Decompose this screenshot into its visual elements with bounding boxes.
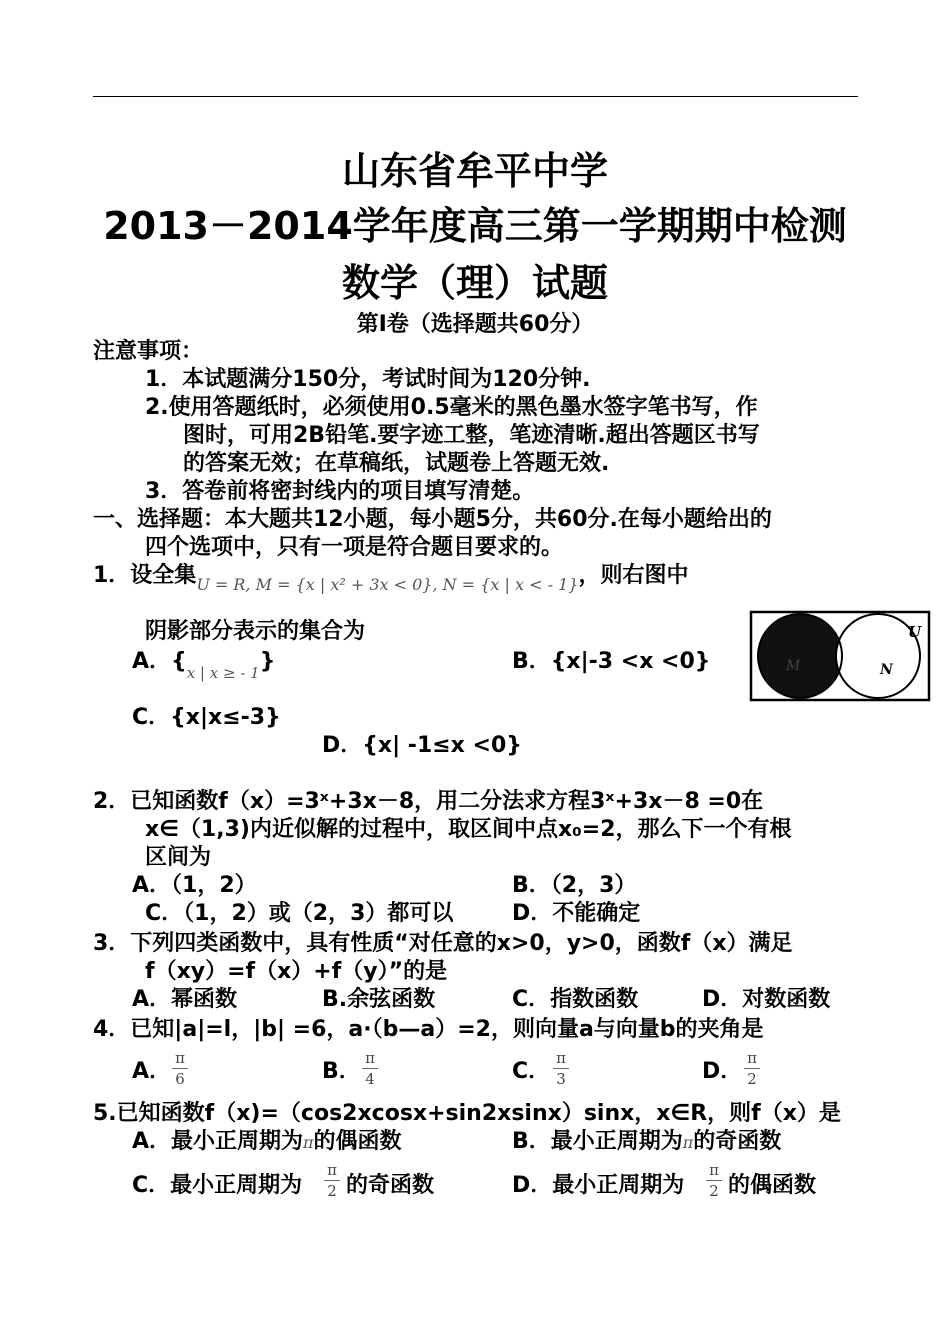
pi-symbol: π <box>747 1049 757 1067</box>
q5-option-d-fraction <box>706 1162 722 1199</box>
q1-suffix: ，则右图中 <box>578 563 689 588</box>
q4-option-b-fraction <box>362 1050 378 1087</box>
denominator: 3 <box>556 1070 566 1088</box>
school-title: 山东省牟平中学 <box>341 149 608 193</box>
pi-symbol: π <box>365 1049 375 1067</box>
q2-stem-line-3: 区间为 <box>145 845 212 870</box>
section-title: 第Ⅰ卷（选择题共60分） <box>356 312 594 337</box>
q1-formula: U = R, M = {x | x² + 3x < 0}, N = {x | x < - 1} <box>196 575 579 594</box>
q1-stem-line-2: 阴影部分表示的集合为 <box>145 619 366 644</box>
denominator: 6 <box>175 1070 185 1088</box>
q4-option-a-label: A． <box>132 1059 172 1084</box>
notice-item-2-line-3: 的答案无效；在草稿纸，试题卷上答题无效. <box>183 451 610 476</box>
q5-option-a <box>132 1128 402 1157</box>
q5-option-c-text: C．最小正周期为 <box>132 1173 303 1198</box>
q1-option-a <box>132 648 276 682</box>
q4-stem: 4．已知|a|=l，|b| =6，a·（b—a）=2，则向量a与向量b的夹角是 <box>93 1017 764 1042</box>
q4-option-d-fraction <box>744 1050 760 1087</box>
q5-option-b-text: B．最小正周期为 <box>512 1129 683 1154</box>
q1-option-a-close: } <box>259 649 276 674</box>
q5-option-a-text: A．最小正周期为 <box>132 1129 304 1154</box>
venn-label-m: M <box>786 658 801 674</box>
part1-instruction-line-2: 四个选项中，只有一项是符合题目要求的。 <box>145 535 564 560</box>
exam-title: 2013－2014学年度高三第一学期期中检测 <box>103 204 847 248</box>
header-rule <box>93 96 858 97</box>
q2-option-c: C．（1，2）或（2，3）都可以 <box>145 901 454 926</box>
q2-stem-line-1: 2．已知函数f（x）=3ˣ+3x－8，用二分法求方程3ˣ+3x－8 =0在 <box>93 789 764 814</box>
q3-option-c: C．指数函数 <box>512 987 639 1012</box>
q5-option-a-tail: 的偶函数 <box>313 1129 402 1154</box>
notice-item-2-line-1: 2.使用答题纸时，必须使用0.5毫米的黑色墨水签字笔书写，作 <box>145 395 758 420</box>
q1-stem <box>93 562 689 594</box>
pi-symbol: π <box>175 1049 185 1067</box>
venn-diagram <box>748 604 932 704</box>
q5-option-c-fraction <box>324 1162 340 1199</box>
q4-option-d-label: D． <box>702 1059 743 1084</box>
pi-symbol: π <box>327 1161 337 1179</box>
pi-symbol: π <box>682 1133 694 1152</box>
q5-option-b <box>512 1128 781 1157</box>
q3-stem-line-2: f（xy）=f（x）+f（y）”的是 <box>145 959 448 984</box>
venn-label-n: N <box>880 662 893 678</box>
q4-option-b-label: B． <box>322 1059 361 1084</box>
denominator: 2 <box>709 1182 719 1200</box>
q1-option-c: C．{x|x≤-3} <box>132 705 281 730</box>
notice-heading: 注意事项： <box>93 339 204 364</box>
q3-stem-line-1: 3．下列四类函数中，具有性质“对任意的x>0，y>0，函数f（x）满足 <box>93 931 793 956</box>
q1-option-d: D．{x| -1≤x <0} <box>322 733 522 758</box>
denominator: 4 <box>365 1070 375 1088</box>
q5-option-d-tail: 的偶函数 <box>728 1173 817 1198</box>
q4-option-a-fraction <box>172 1050 188 1087</box>
pi-symbol: π <box>556 1049 566 1067</box>
q5-option-b-tail: 的奇函数 <box>693 1129 782 1154</box>
q2-option-d: D．不能确定 <box>512 901 641 926</box>
q2-option-b: B．（2，3） <box>512 873 637 898</box>
denominator: 2 <box>747 1070 757 1088</box>
q5-stem: 5.已知函数f（x)=（cos2xcosx+sin2xsinx）sinx，x∈R，则f（x）是 <box>93 1101 841 1126</box>
q3-option-b: B.余弦函数 <box>322 987 436 1012</box>
notice-item-1: 1．本试题满分150分，考试时间为120分钟. <box>145 367 591 392</box>
q5-option-c-tail: 的奇函数 <box>346 1173 435 1198</box>
q1-option-a-label: A．{ <box>132 649 187 674</box>
q1-prefix: 1．设全集 <box>93 563 197 588</box>
notice-item-3: 3．答卷前将密封线内的项目填写清楚。 <box>145 479 535 504</box>
notice-item-2-line-2: 图时，可用2B铅笔.要字迹工整，笔迹清晰.超出答题区书写 <box>183 423 760 448</box>
q1-option-b: B．{x|-3 <x <0} <box>512 649 711 674</box>
denominator: 2 <box>327 1182 337 1200</box>
q3-option-a: A．幂函数 <box>132 987 238 1012</box>
part1-instruction-line-1: 一、选择题：本大题共12小题，每小题5分，共60分.在每小题给出的 <box>93 507 772 532</box>
q4-option-c-fraction <box>553 1050 569 1087</box>
q2-option-a: A．（1，2） <box>132 873 257 898</box>
q3-option-d: D．对数函数 <box>702 987 831 1012</box>
pi-symbol: π <box>709 1161 719 1179</box>
q2-stem-line-2: x∈（1,3)内近似解的过程中，取区间中点x₀=2，那么下一个有根 <box>145 817 792 842</box>
subject-title: 数学（理）试题 <box>341 261 608 305</box>
venn-label-u: U <box>908 623 922 641</box>
q1-option-a-math: x | x ≥ - 1 <box>186 664 260 682</box>
pi-symbol: π <box>303 1133 314 1152</box>
q4-option-c-label: C． <box>512 1059 551 1084</box>
q5-option-d-text: D．最小正周期为 <box>512 1173 685 1198</box>
